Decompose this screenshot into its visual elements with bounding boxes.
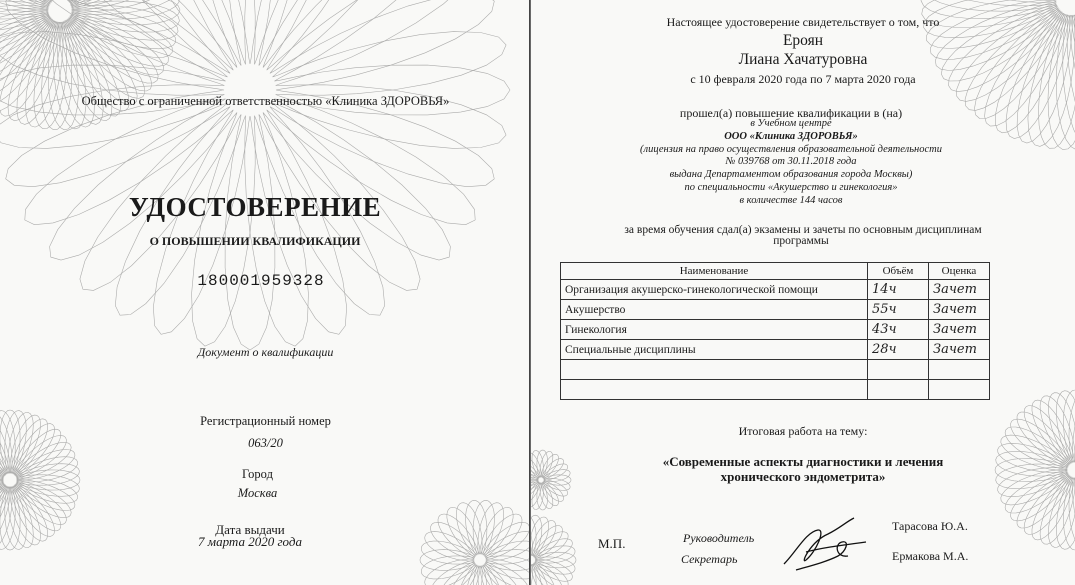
table-row (561, 380, 990, 400)
discipline-volume: 55ч (868, 300, 929, 320)
holder-given-names: Лиана Хачатуровна (738, 51, 868, 68)
secretary-label: Секретарь (681, 552, 738, 566)
registration-number: 063/20 (248, 436, 283, 450)
column-header-volume: Объём (868, 263, 929, 280)
secretary-name: Ермакова М.А. (892, 549, 969, 563)
discipline-volume (868, 360, 929, 380)
table-row (561, 360, 990, 380)
discipline-name: Организация акушерско-гинекологической помощи (561, 280, 868, 300)
head-label: Руководитель (683, 531, 755, 545)
final-work-label: Итоговая работа на тему: (738, 424, 868, 438)
institution-line: в количестве 144 часов (739, 195, 843, 206)
holder-surname: Ероян (782, 32, 824, 49)
institution-line: ООО «Клиника ЗДОРОВЬЯ» (724, 131, 858, 142)
document-title: УДОСТОВЕРЕНИЕ (128, 192, 382, 222)
stamp-place-label: М.П. (598, 536, 626, 551)
discipline-grade: Зачет (929, 340, 990, 360)
issue-date: 7 марта 2020 года (198, 534, 302, 549)
right-page (531, 0, 1075, 585)
training-statement: прошел(а) повышение квалификации в (на) (679, 106, 903, 120)
discipline-grade (929, 360, 990, 380)
document-type: Документ о квалификации (197, 345, 334, 359)
table-row (561, 280, 990, 300)
discipline-grade (929, 380, 990, 400)
table-row (561, 340, 990, 360)
city-label: Город (242, 467, 273, 481)
discipline-name: Гинекология (561, 320, 868, 340)
registration-label: Регистрационный номер (200, 414, 331, 428)
discipline-grade: Зачет (929, 320, 990, 340)
discipline-name (561, 360, 868, 380)
handwritten-signature (776, 512, 886, 574)
discipline-volume: 14ч (868, 280, 929, 300)
discipline-grade: Зачет (929, 280, 990, 300)
table-header-row (561, 263, 990, 280)
table-row (561, 300, 990, 320)
discipline-grade: Зачет (929, 300, 990, 320)
institution-line: в Учебном центре (750, 118, 832, 129)
column-header-grade: Оценка (929, 263, 990, 280)
institution-line: (лицензия на право осуществления образовательной деятельности (640, 144, 942, 155)
discipline-name: Акушерство (561, 300, 868, 320)
final-work-topic-cont: хронического эндометрита» (720, 469, 886, 484)
issue-date-label: Дата выдачи (215, 522, 285, 537)
discipline-volume (868, 380, 929, 400)
institution-line: по специальности «Акушерство и гинекология» (684, 182, 898, 193)
head-name: Тарасова Ю.А. (892, 519, 968, 533)
discipline-name (561, 380, 868, 400)
certificate-intro: Настоящее удостоверение свидетельствует о том, что (666, 15, 940, 29)
disciplines-table (560, 262, 990, 400)
document-number: 180001959328 (197, 272, 325, 290)
discipline-name: Специальные дисциплины (561, 340, 868, 360)
exams-statement: за время обучения сдал(а) экзамены и зачеты по основным дисциплинам (624, 224, 982, 236)
training-period: с 10 февраля 2020 года по 7 марта 2020 года (690, 72, 916, 86)
exams-statement-cont: программы (773, 235, 829, 247)
discipline-volume: 43ч (868, 320, 929, 340)
left-page (0, 0, 531, 585)
document-subtitle: О ПОВЫШЕНИИ КВАЛИФИКАЦИИ (149, 234, 361, 248)
organization-name: Общество с ограниченной ответственностью «Клиника ЗДОРОВЬЯ» (81, 94, 450, 108)
institution-line: № 039768 от 30.11.2018 года (725, 156, 857, 167)
final-work-topic: «Современные аспекты диагностики и лечения (662, 454, 944, 469)
column-header-name: Наименование (561, 263, 868, 280)
institution-line: выдана Департаментом образования города Москвы) (669, 169, 913, 180)
city-value: Москва (237, 486, 278, 500)
discipline-volume: 28ч (868, 340, 929, 360)
table-row (561, 320, 990, 340)
